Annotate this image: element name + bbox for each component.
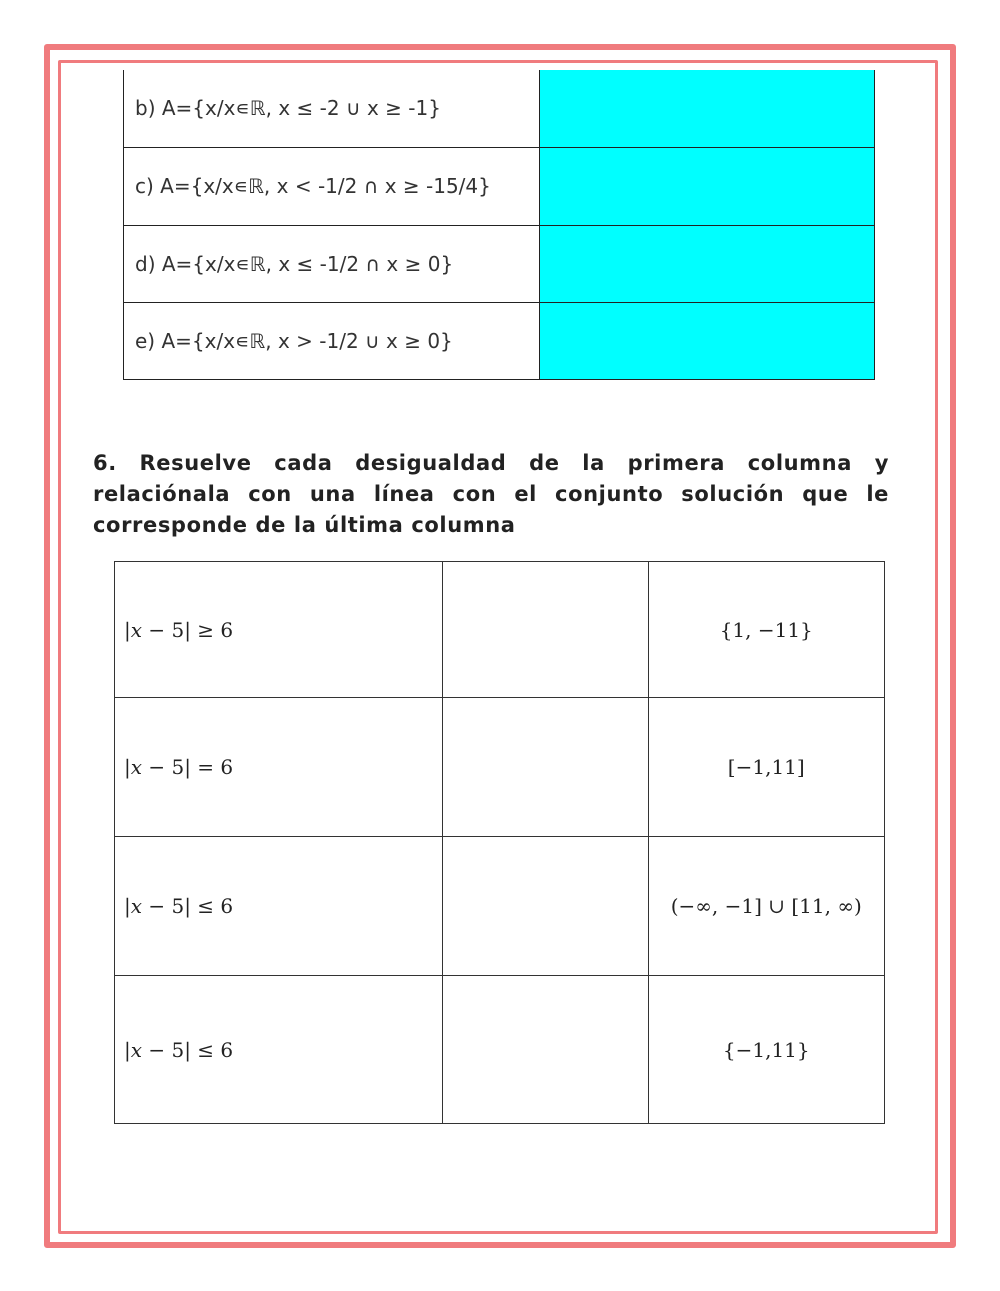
- table-row: [124, 225, 875, 302]
- matching-table: [114, 561, 885, 1124]
- line-area-3[interactable]: [442, 837, 648, 976]
- table-row: [115, 837, 885, 976]
- answer-box-d[interactable]: [539, 225, 875, 302]
- solution-2: [−1,11]: [648, 698, 885, 837]
- table-row: [115, 976, 885, 1124]
- answer-box-e[interactable]: [539, 302, 875, 379]
- solution-1: {1, −11}: [648, 562, 885, 698]
- table-row: [115, 562, 885, 698]
- sets-table: [123, 70, 875, 380]
- solution-3: (−∞, −1] ∪ [11, ∞): [648, 837, 885, 976]
- set-label-e: e) A={x/x∊ℝ, x > -1/2 ∪ x ≥ 0}: [124, 302, 540, 379]
- inequality-2: |𝑥 − 5| = 6: [115, 698, 443, 837]
- table-row: [124, 147, 875, 225]
- line-area-4[interactable]: [442, 976, 648, 1124]
- table-row: [124, 70, 875, 147]
- table-row: [124, 302, 875, 379]
- inequality-3: |𝑥 − 5| ≤ 6: [115, 837, 443, 976]
- exercise-6-instruction: 6. Resuelve cada desigualdad de la primera columna y relaciónala con una línea con el conjunto solución que le corresponde de la última columna: [93, 451, 889, 537]
- inequality-4: |𝑥 − 5| ≤ 6: [115, 976, 443, 1124]
- answer-box-b[interactable]: [539, 70, 875, 147]
- inequality-1: |𝑥 − 5| ≥ 6: [115, 562, 443, 698]
- solution-4: {−1,11}: [648, 976, 885, 1124]
- table-row: [115, 698, 885, 837]
- set-label-c: c) A={x/x∊ℝ, x < -1/2 ∩ x ≥ -15/4}: [124, 147, 540, 225]
- set-label-b: b) A={x/x∊ℝ, x ≤ -2 ∪ x ≥ -1}: [124, 70, 540, 147]
- line-area-2[interactable]: [442, 698, 648, 837]
- line-area-1[interactable]: [442, 562, 648, 698]
- set-label-d: d) A={x/x∊ℝ, x ≤ -1/2 ∩ x ≥ 0}: [124, 225, 540, 302]
- answer-box-c[interactable]: [539, 147, 875, 225]
